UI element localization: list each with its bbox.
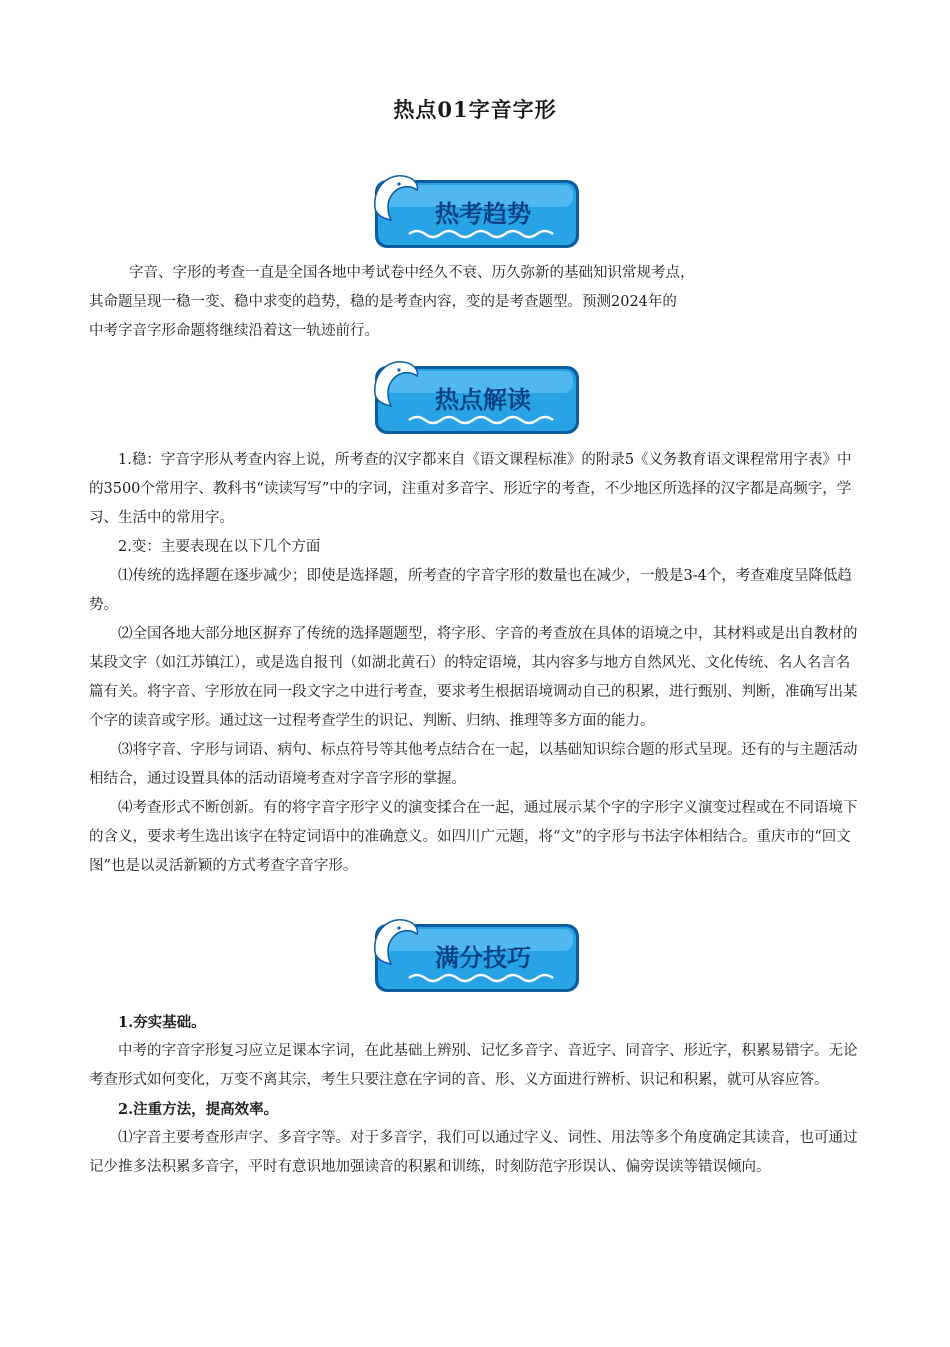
- dolphin-banner-icon: [369, 354, 583, 438]
- skills-paragraph: ⑴字音主要考查形声字、多音字等。对于多音字，我们可以通过字义、词性、用法等多个角度确定其读音，也可通过记少推多法积累多音字，平时有意识地加强读音的积累和训练，时刻防范字形误认、偏旁误读等错误倾向。: [89, 1130, 858, 1175]
- interpret-paragraph: 2.变：主要表现在以下几个方面: [118, 539, 321, 555]
- banner-full-score-skills: [369, 912, 583, 996]
- trend-line: 中考字音字形命题将继续沿着这一轨迹前行。: [89, 323, 379, 339]
- interpret-paragraph: ⑵全国各地大部分地区摒弃了传统的选择题题型，将字形、字音的考查放在具体的语境之中，其材料或是出自教材的某段文字（如江苏镇江），或是选自报刊（如湖北黄石）的特定语境，其内容多与地方自然风光、文化传统、名人名言名篇有关。将字音、字形放在同一段文字之中进行考查，要求考生根据语境调动自己的积累，进行甄别、判断，准确写出某个字的读音或字形。通过这一过程考查学生的识记、判断、归纳、推理等多方面的能力。: [89, 626, 858, 729]
- interpret-paragraph: ⑶将字音、字形与词语、病句、标点符号等其他考点结合在一起，以基础知识综合题的形式呈现。还有的与主题活动相结合，通过设置具体的活动语境考查对字音字形的掌握。: [89, 742, 858, 787]
- interpret-paragraph: 1.稳：字音字形从考查内容上说，所考查的汉字都来自《语文课程标准》的附录5《义务教育语文课程常用字表》中的3500个常用字、教科书“读读写写”中的字词，注重对多音字、形近字的考查，不少地区所选择的汉字都是高频字，学习、生活中的常用字。: [89, 452, 852, 526]
- banner-hot-trend: [369, 168, 583, 252]
- banner-label: 热点解读: [435, 386, 531, 414]
- interpret-paragraph: ⑴传统的选择题在逐步减少；即使是选择题，所考查的字音字形的数量也在减少，一般是3-4个，考查难度呈降低趋势。: [89, 568, 852, 613]
- interpret-paragraph: ⑷考查形式不断创新。有的将字音字形字义的演变揉合在一起，通过展示某个字的字形字义演变过程或在不同语境下的含义，要求考生选出该字在特定词语中的准确意义。如四川广元题，将“文”的字形与书法字体相结合。重庆市的“回文图”也是以灵活新颖的方式考查字音字形。: [89, 800, 858, 874]
- page-title: 热点01字音字形: [393, 97, 557, 122]
- dolphin-banner-icon: [369, 912, 583, 996]
- trend-line: 字音、字形的考查一直是全国各地中考试卷中经久不衰、历久弥新的基础知识常规考点，: [129, 265, 695, 281]
- skills-paragraph: 中考的字音字形复习应立足课本字词，在此基础上辨别、记忆多音字、音近字、同音字、形近字，积累易错字。无论考查形式如何变化，万变不离其宗，考生只要注意在字词的音、形、义方面进行辨析、识记和积累，就可从容应答。: [89, 1043, 858, 1088]
- banner-label: 满分技巧: [435, 944, 531, 972]
- interpret-section: [89, 446, 864, 881]
- skills-heading: 1.夯实基础。: [118, 1014, 206, 1031]
- trend-paragraph: [89, 259, 864, 346]
- banner-hot-interpret: [369, 354, 583, 438]
- dolphin-banner-icon: [369, 168, 583, 252]
- trend-line: 其命题呈现一稳一变、稳中求变的趋势，稳的是考查内容，变的是考查题型。预测2024年的: [89, 294, 677, 310]
- banner-label: 热考趋势: [435, 200, 531, 228]
- skills-heading: 2.注重方法，提高效率。: [118, 1101, 279, 1118]
- skills-section: [89, 1008, 864, 1182]
